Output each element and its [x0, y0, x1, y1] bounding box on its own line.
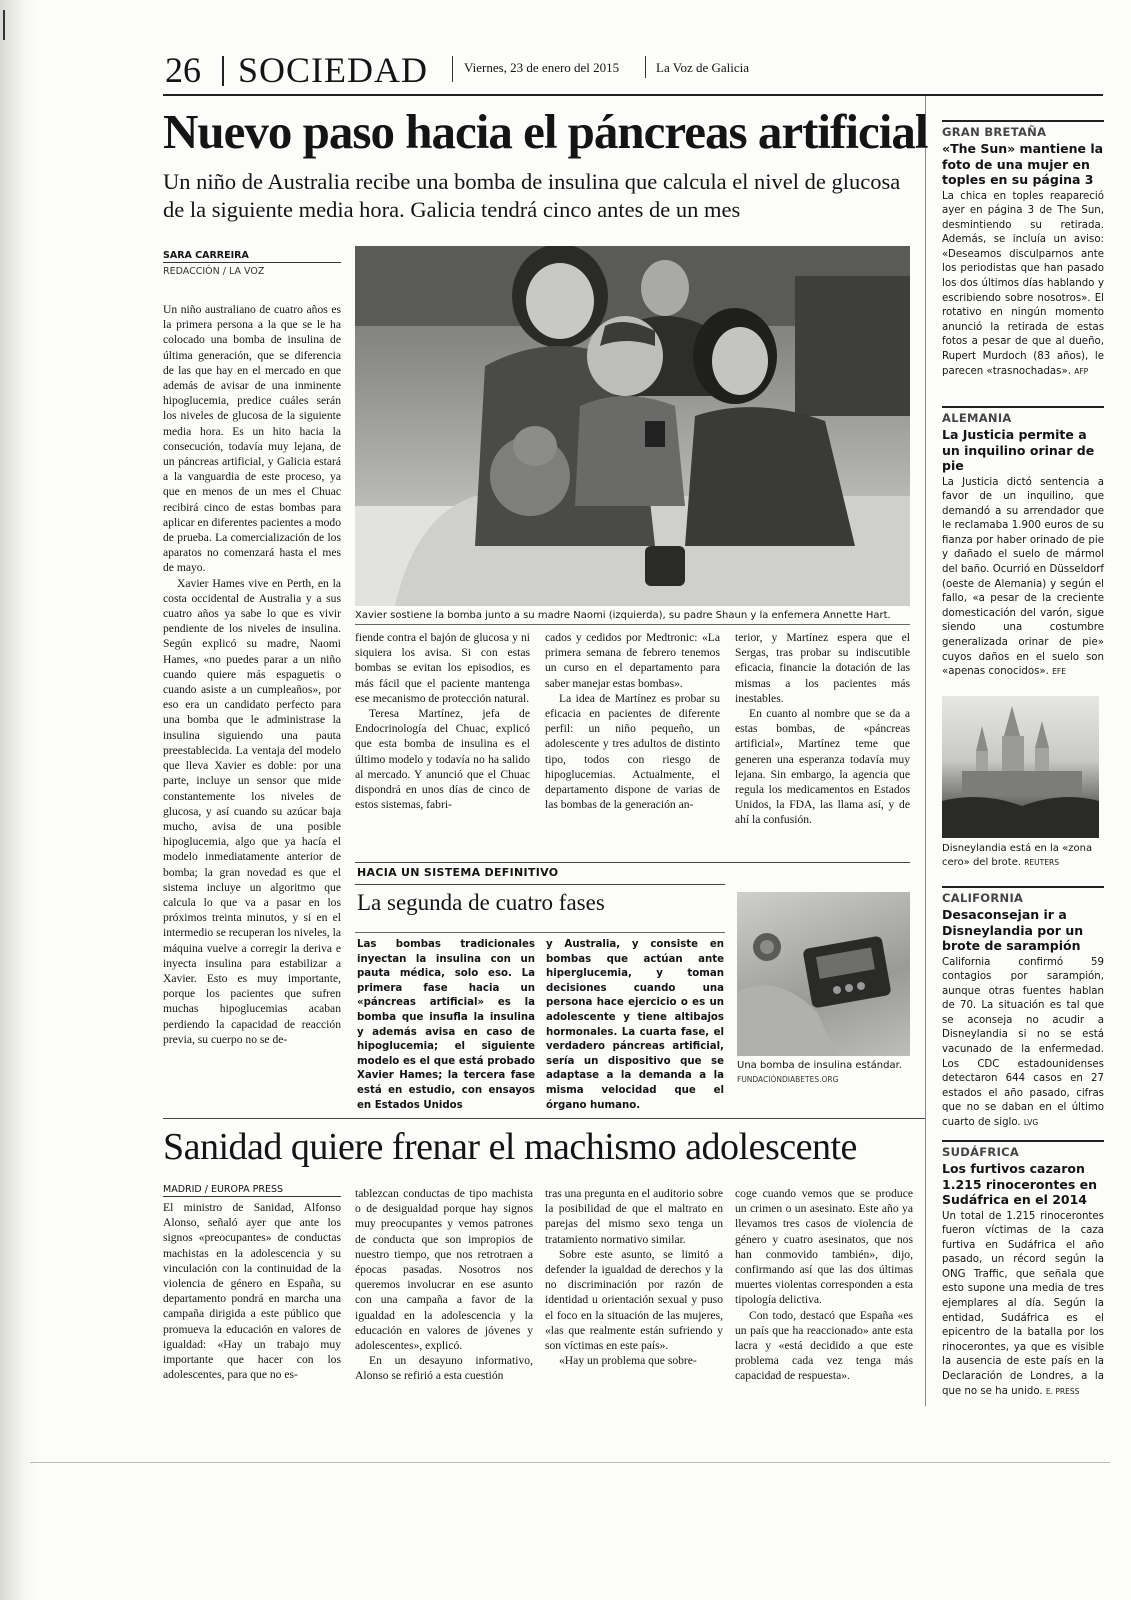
second-byline: MADRID / EUROPA PRESS: [163, 1184, 341, 1197]
masthead-divider-3: [645, 56, 646, 78]
second-headline: Sanidad quiere frenar el machismo adolescente: [163, 1126, 857, 1168]
brief-body: [942, 476, 1104, 680]
brief-text: La Justicia dictó sentencia a favor de un inquilino, que demandó a su arrendador que le reclamaba 1.900 euros de su fianza por haber orinado de pie y dañado el suelo de mármol del baño. Ocurrió en Düsseldorf (oeste de Alemania) y según el fallo, «a pesar de la creciente domesticación del varón, sigue siendo una costumbre generalizada orinar de pie» cuyos daños en el suelo son «apenas conocidos».: [942, 476, 1104, 678]
insulin-pump-illustration: [737, 892, 910, 1056]
castle-illustration: [942, 696, 1099, 838]
second-article-rule: [163, 1118, 925, 1119]
sidebar-top-rule: [355, 862, 910, 863]
scan-bottom-line: [30, 1462, 1110, 1463]
photo-caption-text: Disneylandia está en la «zona cero» del brote.: [942, 843, 1093, 868]
brief-body: [942, 956, 1104, 1131]
brief-title: Desaconsejan ir a Disneylandia por un brote de sarampión: [942, 907, 1084, 953]
second-article-column-1: [163, 1200, 341, 1382]
main-subhead: Un niño de Australia recibe una bomba de insulina que calcula el nivel de glucosa de la siguiente media hora. Galicia tendrá cinco antes de un mes: [163, 169, 901, 222]
brief-kicker: GRAN BRETAÑA: [942, 120, 1104, 139]
family-photo: [355, 246, 910, 606]
brief-text: California confirmó 59 contagios por sarampión, aunque otras fuentes hablan de 70. La situación es tal que se aconseja no acudir a Disneylandia si no se está vacunado de la enfermedad. Los CDC estadounidenses detectaron 644 casos en 27 estados el año pasado, cifras que no se daban en el último cuarto de siglo.: [942, 956, 1104, 1129]
brief-title: «The Sun» mantiene la foto de una mujer en toples en su página 3: [942, 141, 1104, 187]
paragraph: En un desayuno informativo, Alonso se refirió a esta cuestión: [355, 1354, 533, 1383]
brief-body: [942, 190, 1104, 380]
sidebar-title-rule: [355, 932, 725, 933]
paragraph: tablezcan conductas de tipo machista o de desigualdad porque hay signos muy preocupantes y vemos patrones de conducta que son impropios de nuestro tiempo, que nos retrotraen a épocas pasadas. Nosotros nos queremos involucrar en ese asunto con una campaña a favor de la igualdad en la adolescencia y la educación en valores de jóvenes y adolescentes», explicó.: [355, 1187, 533, 1353]
right-column-divider: [925, 96, 926, 1406]
paragraph: tras una pregunta en el auditorio sobre la posibilidad de que el maltrato en parejas del mismo sexo tenga un tratamiento normativo similar.: [545, 1187, 723, 1246]
photo-caption: Xavier sostiene la bomba junto a su madre Naomi (izquierda), su padre Shaun y la enfemera Annette Hart.: [355, 610, 891, 621]
paragraph: cados y cedidos por Medtronic: «La primera semana de febrero tenemos un curso en el departamento para saber manejar estas bombas».: [545, 631, 720, 690]
byline: SARA CARREIRA: [163, 250, 341, 263]
paragraph: Sobre este asunto, se limitó a defender la igualdad de derechos y la no discriminación por razón de identidad u orientación sexual y puso el foco en la situación de las mujeres, «las que realmente están sufriendo y son víctimas en este país».: [545, 1247, 723, 1353]
brief-title: Los furtivos cazaron 1.215 rinocerontes en Sudáfrica en el 2014: [942, 1161, 1097, 1207]
main-article-column-1: [163, 302, 341, 1047]
sidebar-column-2: [546, 938, 724, 1113]
brief-title: La Justicia permite a un inquilino orinar de pie: [942, 427, 1095, 473]
paper-name: La Voz de Galicia: [656, 60, 750, 75]
disney-photo-caption: [942, 842, 1102, 869]
brief-body: [942, 1210, 1104, 1400]
paragraph: Teresa Martínez, jefa de Endocrinología del Chuac, explicó que esta bomba de insulina es el último modelo y todavía no ha salido al mercado. Y anunció que el Chuac dispondrá en unos días de cinco de estos sistemas, fabri-: [355, 707, 530, 812]
sidebar-kicker: HACIA UN SISTEMA DEFINITIVO: [357, 866, 559, 879]
brief-kicker: ALEMANIA: [942, 406, 1104, 425]
pump-photo-caption: Una bomba de insulina estándar.: [737, 1060, 902, 1071]
section-name: SOCIEDAD: [238, 50, 429, 90]
brief-source: EFE: [1052, 667, 1066, 677]
brief-text: La chica en toples reapareció ayer en página 3 de The Sun, desmintiendo su retirada. Además, se incluía un aviso: «Deseamos disculparnos ante los periodistas que han pasado los dos últimos días hablando y escribiendo sobre nosotros». El rotativo en ningún momento anunció la retirada de estas fotos a pesar de que al dueño, Rupert Murdoch (83 años), le parecen «trasnochadas».: [942, 190, 1104, 377]
sidebar-text: Las bombas tradicionales inyectan la insulina con un pauta médica, solo eso. La primera fase hacia un «páncreas artificial» es la bomba que insufla la insulina y además avisa en caso de hipoglucemia; el siguiente modelo es el que está probado Xavier Hames; la tercera fase está en estudio, con ensayos en Estados Unidos: [357, 939, 535, 1111]
page-number: 26: [165, 50, 201, 90]
paragraph: fiende contra el bajón de glucosa y ni siquiera los avisa. Si con estas bombas se evitan los episodios, es más fácil que el paciente mantenga ese mecanismo de protección natural.: [355, 631, 530, 705]
scan-edge: [0, 0, 40, 1600]
photo-source: REUTERS: [1024, 857, 1059, 867]
sidebar-title: La segunda de cuatro fases: [357, 890, 605, 915]
brief-source: AFP: [1074, 366, 1089, 376]
brief-source: LVG: [1023, 1118, 1039, 1128]
brief-kicker: SUDÁFRICA: [942, 1140, 1104, 1159]
sidebar-text: y Australia, y consiste en bombas que actúan ante hiperglucemia, y toman decisiones cuando una persona hace ejercicio o es un adolescente y tiene altibajos hormonales. La cuarta fase, el verdadero páncreas artificial, sería un dispositivo que se adaptase a la demanda a la misma velocidad que el órgano humano.: [546, 939, 724, 1111]
byline-org: REDACCIÓN / LA VOZ: [163, 266, 265, 277]
brief-kicker: CALIFORNIA: [942, 886, 1104, 905]
masthead-divider: [222, 56, 224, 86]
second-article-column-3: [545, 1186, 723, 1368]
second-article-column-4: [735, 1186, 913, 1384]
sidebar-kicker-rule: [355, 884, 725, 885]
paragraph: El ministro de Sanidad, Alfonso Alonso, señaló ayer que ante los signos «preocupantes» de conductas machistas en la adolescencia y su vinculación con la continuidad de la violencia de género en España, su departamento pondrá en marcha una campaña dirigida a este público que promueva la educación en valores de igualdad: «Hay un trabajo muy importante que hacer con los adolescentes, para que no es-: [163, 1201, 341, 1382]
family-photo-illustration: [355, 246, 910, 606]
paragraph: Un niño australiano de cuatro años es la primera persona a la que se le ha colocado una bomba de insulina de última generación, que se diferencia de las que hay en el mercado en que además de avisar de una inminente hipoglucemia, predice cuáles serán los niveles de glucosa de la siguiente media hora. Es un hito hacia la consecución, todavía muy lejana, de un páncreas artificial, y Galicia estará a la vanguardia de este proceso, ya que en menos de un mes el Chuac recibirá cinco de estas bombas para aplicar en diferentes pacientes a modo de prueba. La comercialización de los aparatos no comenzará hasta el mes de mayo.: [163, 303, 341, 575]
brief-alemania: [942, 406, 1104, 680]
brief-text: Un total de 1.215 rinocerontes fueron víctimas de la caza furtiva en Sudáfrica el año pasado, un récord según la ONG Traffic, que señala que esto supone una media de tres ejemplares al día. Según la entidad, Sudáfrica es el epicentro de la batalla por los rinocerontes, ya que es visible la ausencia de este país en la Declaración de Londres, a la que no se ha unido.: [942, 1210, 1104, 1397]
issue-date: Viernes, 23 de enero del 2015: [464, 60, 620, 75]
paragraph: terior, y Martínez espera que el Sergas, tras probar su indiscutible eficacia, financie la dotación de las mismas a los pacientes más inestables.: [735, 631, 910, 705]
sidebar-column-1: [357, 938, 535, 1113]
brief-gran-bretana: [942, 120, 1104, 379]
paragraph: Con todo, destacó que España «es un país que ha reaccionado» ante esta lacra y «está decidido a que este problema cada vez tenga más capacidad de respuesta».: [735, 1308, 913, 1383]
brief-sudafrica: [942, 1140, 1104, 1399]
paragraph: Xavier Hames vive en Perth, en la costa occidental de Australia y a sus cuatro años ya sabe lo que es vivir pendiente de los niveles de insulina. Según explicó su madre, Naomi Hames, «no puedes parar a un niño cuando quiere más espaguetis o cuando asiste a un cumpleaños», por eso era un candidato perfecto para una bomba que le administrase la insulina siguiendo una pauta preestablecida. La ventaja del modelo que lleva Xavier es doble: por una parte, incluye un sensor que mide constantemente los niveles de glucosa, y así cuando su azúcar baja mucho, avisa de una posible hipoglucemia, algo que ya hacía el modelo inmediatamente anterior de bomba; la gran novedad es que el sistema incluye un algoritmo que calcula lo que va a pasar en los próximos treinta minutos, y si en el intermedio se recuperan los niveles, la máquina vuelve a corregir la deriva e inyecta insulina para estabilizar a Xavier. Esto es muy importante, porque los pacientes que sufren muchas hipoglucemias acaban perdiendo la capacidad de reacción previa, su cuerpo no se de-: [163, 576, 341, 1046]
paragraph: La idea de Martínez es probar su eficacia en pacientes de diferente perfil: un niño pequeño, un adolescente y tres adultos de distinto tipo, todos con riesgo de hipoglucemias. Actualmente, el departamento dispone de varias de las bombas de la generación an-: [545, 691, 720, 812]
scan-mark: [3, 10, 5, 40]
main-article-column-2: [355, 630, 530, 812]
pump-photo-credit: FUNDACIÓNDIABETES.ORG: [737, 1075, 839, 1084]
main-headline: Nuevo paso hacia el páncreas artificial: [163, 104, 928, 159]
paragraph: coge cuando vemos que se produce un crimen o un asesinato. Este año ya llevamos tres casos de violencia de género y cuatro asesinatos, que nos han conmovido también», dijo, confirmando así que las dos últimas muertes violentas corresponden a esta tipología delictiva.: [735, 1187, 913, 1307]
masthead-divider-2: [452, 56, 453, 82]
masthead-rule: [163, 94, 1103, 96]
caption-rule: [355, 624, 910, 625]
second-article-column-2: [355, 1186, 533, 1384]
main-article-column-4: [735, 630, 910, 828]
brief-source: E. PRESS: [1045, 1386, 1080, 1396]
insulin-pump-photo: [737, 892, 910, 1056]
brief-california: [942, 886, 1104, 1131]
disneyland-photo: [942, 696, 1099, 838]
paragraph: «Hay un problema que sobre-: [559, 1354, 697, 1368]
main-article-column-3: [545, 630, 720, 812]
paragraph: En cuanto al nombre que se da a estas bombas, de «páncreas artificial», Martínez teme que generen una esperanza todavía muy lejana. Sin embargo, la agencia que regula los medicamentos en Estados Unidos, la FDA, las llama así, y de ahí la confusión.: [735, 707, 910, 827]
